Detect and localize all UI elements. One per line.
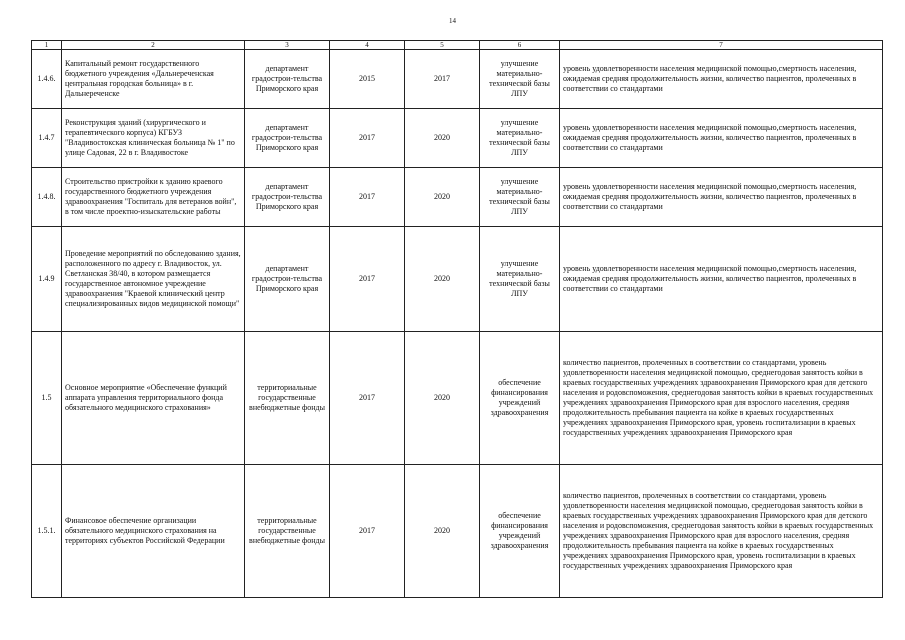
end-year: 2020 xyxy=(405,109,480,168)
row-number: 1.4.8. xyxy=(32,168,62,227)
column-header: 4 xyxy=(330,41,405,50)
column-header: 2 xyxy=(62,41,245,50)
expected-result: улучшение материально-технической базы ЛПУ xyxy=(480,109,560,168)
activities-table xyxy=(31,40,883,598)
table-row xyxy=(32,109,883,168)
indicators: количество пациентов, пролеченных в соответствии со стандартами, уровень удовлетворенности населения медицинской помощью, среднегодовая занятость койки в краевых государственных учреждениях здравоохранения Приморского края для детского населения и родовспоможения, среднегодовая занятость койки в краевых государственных учреждениях здравоохранения Приморского края для взрослого населения, средняя продолжительность пребывания пациента на койке в краевых государственных учреждениях здравоохранения Приморского края, уровень госпитализации в краевых государственных учреждениях здравоохранения Приморского края xyxy=(560,465,883,598)
indicators: уровень удовлетворенности населения медицинской помощью,смертность населения, ожидаемая средняя продолжительность жизни, количество пациентов, пролеченных в соответствии со стандартами xyxy=(560,227,883,332)
activity-name: Финансовое обеспечение организации обязательного медицинского страхования на территориях субъектов Российской Федерации xyxy=(62,465,245,598)
column-header: 5 xyxy=(405,41,480,50)
row-number: 1.5.1. xyxy=(32,465,62,598)
responsible-executor: департамент градострои-тельства Приморского края xyxy=(245,109,330,168)
indicators: уровень удовлетворенности населения медицинской помощью,смертность населения, ожидаемая средняя продолжительность жизни, количество пациентов, пролеченных в соответствии со стандартами xyxy=(560,168,883,227)
start-year: 2017 xyxy=(330,109,405,168)
responsible-executor: территориальные государственные внебюджетные фонды xyxy=(245,332,330,465)
start-year: 2017 xyxy=(330,332,405,465)
column-header: 3 xyxy=(245,41,330,50)
expected-result: улучшение материально-технической базы ЛПУ xyxy=(480,168,560,227)
expected-result: обеспечение финансирования учреждений здравоохранения xyxy=(480,332,560,465)
expected-result: улучшение материально-технической базы ЛПУ xyxy=(480,227,560,332)
end-year: 2020 xyxy=(405,465,480,598)
activity-name: Проведение мероприятий по обследованию здания, расположенного по адресу г. Владивосток, ул. Светланская 38/40, в котором размещается государственное автономное учреждение здравоохранения "Краевой клинический центр специализированных видов медицинской помощи" xyxy=(62,227,245,332)
column-header: 6 xyxy=(480,41,560,50)
table-row xyxy=(32,227,883,332)
start-year: 2017 xyxy=(330,227,405,332)
activity-name: Основное мероприятие «Обеспечение функций аппарата управления территориального фонда обязательного медицинского страхования» xyxy=(62,332,245,465)
table-row xyxy=(32,168,883,227)
end-year: 2020 xyxy=(405,332,480,465)
indicators: уровень удовлетворенности населения медицинской помощью,смертность населения, ожидаемая средняя продолжительность жизни, количество пациентов, пролеченных в соответствии со стандартами xyxy=(560,109,883,168)
end-year: 2017 xyxy=(405,50,480,109)
table-row xyxy=(32,50,883,109)
page-number: 14 xyxy=(449,17,456,25)
column-header: 7 xyxy=(560,41,883,50)
responsible-executor: департамент градострои-тельства Приморского края xyxy=(245,227,330,332)
activity-name: Капитальный ремонт государственного бюджетного учреждения «Дальнереченская центральная городская больница» в г. Дальнереченске xyxy=(62,50,245,109)
row-number: 1.4.6. xyxy=(32,50,62,109)
indicators: уровень удовлетворенности населения медицинской помощью,смертность населения, ожидаемая средняя продолжительность жизни, количество пациентов, пролеченных в соответствии со стандартами xyxy=(560,50,883,109)
start-year: 2017 xyxy=(330,168,405,227)
responsible-executor: департамент градострои-тельства Приморского края xyxy=(245,168,330,227)
column-header: 1 xyxy=(32,41,62,50)
row-number: 1.4.7 xyxy=(32,109,62,168)
end-year: 2020 xyxy=(405,227,480,332)
end-year: 2020 xyxy=(405,168,480,227)
table-row xyxy=(32,465,883,598)
row-number: 1.4.9 xyxy=(32,227,62,332)
activity-name: Строительство пристройки к зданию краевого государственного бюджетного учреждения здравоохранения "Госпиталь для ветеранов войн", в том числе проектно-изыскательские работы xyxy=(62,168,245,227)
table-row xyxy=(32,332,883,465)
expected-result: улучшение материально-технической базы ЛПУ xyxy=(480,50,560,109)
responsible-executor: территориальные государственные внебюджетные фонды xyxy=(245,465,330,598)
responsible-executor: департамент градострои-тельства Приморского края xyxy=(245,50,330,109)
column-number-header xyxy=(32,41,883,50)
activity-name: Реконструкция зданий (хирургического и терапевтического корпуса) КГБУЗ "Владивостокская клиническая больница № 1" по улице Садовая, 22 в г. Владивостоке xyxy=(62,109,245,168)
expected-result: обеспечение финансирования учреждений здравоохранения xyxy=(480,465,560,598)
indicators: количество пациентов, пролеченных в соответствии со стандартами, уровень удовлетворенности населения медицинской помощью, среднегодовая занятость койки в краевых государственных учреждениях здравоохранения Приморского края для детского населения и родовспоможения, среднегодовая занятость койки в краевых государственных учреждениях здравоохранения Приморского края для взрослого населения, средняя продолжительность пребывания пациента на койке в краевых государственных учреждениях здравоохранения Приморского края, уровень госпитализации в краевых государственных учреждениях здравоохранения Приморского края xyxy=(560,332,883,465)
row-number: 1.5 xyxy=(32,332,62,465)
start-year: 2015 xyxy=(330,50,405,109)
start-year: 2017 xyxy=(330,465,405,598)
